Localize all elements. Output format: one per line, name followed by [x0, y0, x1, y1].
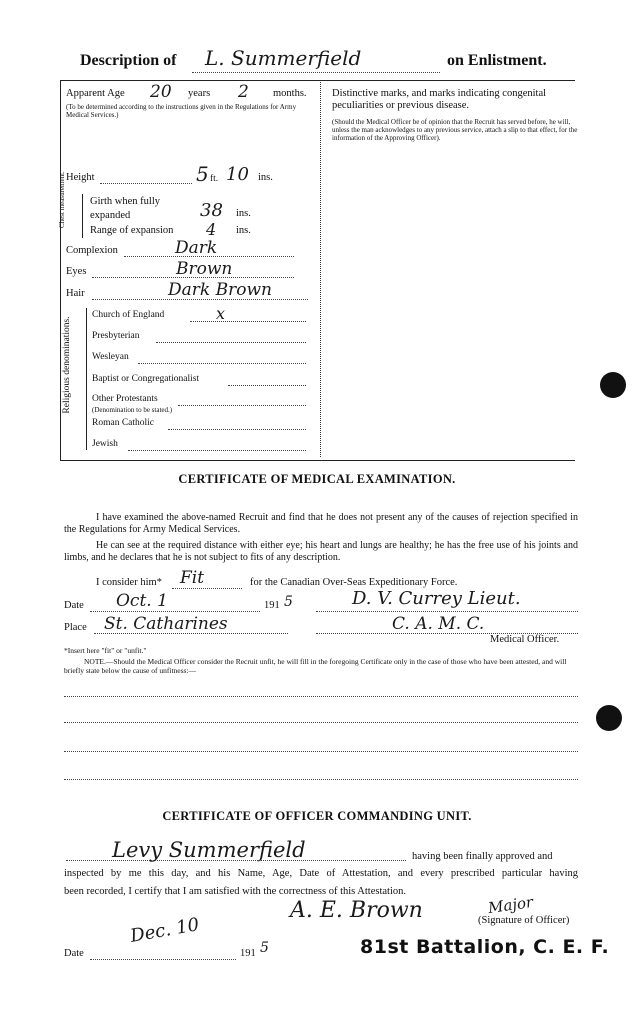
- height-in-value: 10: [226, 164, 249, 185]
- medical-officer-signature: D. V. Currey Lieut.: [352, 588, 521, 609]
- insert-note: *Insert here "fit" or "unfit.": [64, 646, 147, 655]
- religion-dots: [138, 363, 306, 364]
- religion-dots: [228, 385, 306, 386]
- range-value: 4: [206, 220, 217, 239]
- medical-officer-title: Medical Officer.: [490, 634, 560, 645]
- age-note: (To be determined according to the instructions given in the Regulations for Army Medical Services.): [66, 103, 297, 119]
- punch-hole-bottom: [596, 705, 622, 731]
- complexion-value: Dark: [175, 238, 218, 258]
- left-column-border: [60, 80, 61, 460]
- range-label: Range of expansion: [90, 225, 174, 236]
- commanding-year-suffix: 5: [260, 940, 269, 956]
- unfitness-line: [64, 751, 578, 752]
- fitness-value: Fit: [180, 568, 205, 588]
- hair-value: Dark Brown: [168, 280, 272, 300]
- eyes-label: Eyes: [66, 266, 87, 277]
- commanding-text-1: having been finally approved and: [412, 851, 553, 862]
- commanding-year-prefix: 191: [240, 948, 256, 959]
- medical-date-value: Oct. 1: [116, 591, 168, 611]
- range-ins-label: ins.: [236, 225, 251, 236]
- religion-dots: [168, 429, 306, 430]
- height-dots: [100, 183, 192, 184]
- religion-dots: [128, 450, 306, 451]
- religion-presbyterian: Presbyterian: [92, 331, 140, 341]
- age-months-value: 2: [238, 82, 249, 102]
- header-suffix: on Enlistment.: [447, 52, 547, 69]
- religion-other-protestants: Other Protestants: [92, 394, 158, 404]
- medical-title: CERTIFICATE OF MEDICAL EXAMINATION.: [178, 472, 456, 486]
- recruit-name: L. Summerfield: [205, 46, 362, 70]
- medical-date-dots: [90, 611, 260, 612]
- months-label: months.: [273, 88, 307, 99]
- header-prefix: Description of: [80, 52, 177, 69]
- girth-label: Girth when fully expanded: [90, 196, 160, 221]
- medical-para-1: I have examined the above-named Recruit and find that he does not present any of the causes of rejection specified in the Regulations for Army Medical Services.: [64, 512, 578, 535]
- age-label: Apparent Age: [66, 88, 125, 99]
- religion-dots: [190, 321, 306, 322]
- commanding-text-3: been recorded, I certify that I am satisfied with the correctness of this Attestation.: [64, 886, 407, 897]
- complexion-label: Complexion: [66, 245, 118, 256]
- medical-signature-dots: [316, 611, 578, 612]
- religion-label: Religious denominations.: [62, 316, 72, 414]
- commanding-title: CERTIFICATE OF OFFICER COMMANDING UNIT.: [162, 809, 472, 823]
- medical-year-prefix: 191: [264, 600, 280, 611]
- medical-place-value: St. Catharines: [104, 614, 228, 634]
- commanding-text-2: inspected by me this day, and his Name, Age, Date of Attestation, and every prescribed particular having: [64, 868, 578, 879]
- recruit-signature: Levy Summerfield: [112, 838, 306, 862]
- medical-para-2: He can see at the required distance with either eye; his heart and lungs are healthy; he has the free use of his joints and limbs, and he declares that he is not subject to fits of any description.: [64, 540, 578, 563]
- girth-value: 38: [200, 200, 223, 221]
- medical-date-label: Date: [64, 600, 84, 611]
- years-label: years: [188, 88, 211, 99]
- signature-label: (Signature of Officer): [478, 915, 570, 926]
- religion-wesleyan: Wesleyan: [92, 352, 129, 362]
- eyes-value: Brown: [176, 259, 233, 279]
- divider-rule: [60, 460, 575, 461]
- consider-suffix: for the Canadian Over-Seas Expeditionary Force.: [250, 577, 458, 588]
- religion-baptist: Baptist or Congregationalist: [92, 374, 200, 384]
- unfitness-line: [64, 722, 578, 723]
- hair-label: Hair: [66, 288, 85, 299]
- distinctive-marks-note: (Should the Medical Officer be of opinion that the Recruit has served before, he will, unless the man acknowledges to any previous service, attach a slip to that effect, for the information of the Approving Officer).: [332, 118, 578, 142]
- vertical-divider: [320, 82, 321, 457]
- commanding-officer-signature: A. E. Brown: [290, 898, 423, 923]
- medical-place-label: Place: [64, 622, 87, 633]
- recruit-signature-dots: [66, 860, 406, 861]
- height-label: Height: [66, 172, 95, 183]
- age-years-value: 20: [150, 82, 172, 102]
- religion-roman-catholic: Roman Catholic: [92, 418, 155, 428]
- unfitness-line: [64, 779, 578, 780]
- unfitness-note: NOTE.—Should the Medical Officer consider the Recruit unfit, he will fill in the foregoing Certificate only in the case of those who have been attested, and will briefly state below the cause of unfitness:—: [64, 657, 567, 675]
- religion-dots: [178, 405, 306, 406]
- commanding-date-label: Date: [64, 948, 84, 959]
- commanding-date-dots: [90, 959, 236, 960]
- top-rule: [60, 80, 575, 81]
- religion-jewish: Jewish: [92, 439, 118, 449]
- unfitness-line: [64, 696, 578, 697]
- distinctive-marks-label: Distinctive marks, and marks indicating congenital peculiarities or previous disease.: [332, 88, 547, 111]
- commanding-officer-rank: Major: [486, 892, 535, 918]
- name-underline: [192, 72, 440, 73]
- punch-hole-top: [600, 372, 626, 398]
- consider-prefix: I consider him*: [96, 577, 162, 588]
- chest-label: Chest measurement.: [58, 171, 66, 228]
- religion-bracket: [86, 308, 87, 450]
- medical-officer-unit: C. A. M. C.: [392, 614, 485, 634]
- chest-bracket: [82, 194, 83, 238]
- consider-dots: [172, 588, 242, 589]
- girth-ins-label: ins.: [236, 208, 251, 219]
- religion-denomination-note: (Denomination to be stated.): [92, 406, 173, 414]
- height-ins-label: ins.: [258, 172, 273, 183]
- battalion-stamp: 81st Battalion, C. E. F.: [360, 936, 610, 958]
- medical-year-suffix: 5: [284, 594, 293, 610]
- ft-label: ft.: [210, 174, 219, 184]
- religion-church-of-england: Church of England: [92, 310, 165, 320]
- height-ft-value: 5: [196, 162, 209, 186]
- commanding-date-value: Dec. 10: [128, 914, 201, 947]
- religion-mark: x: [216, 304, 226, 323]
- religion-dots: [156, 342, 306, 343]
